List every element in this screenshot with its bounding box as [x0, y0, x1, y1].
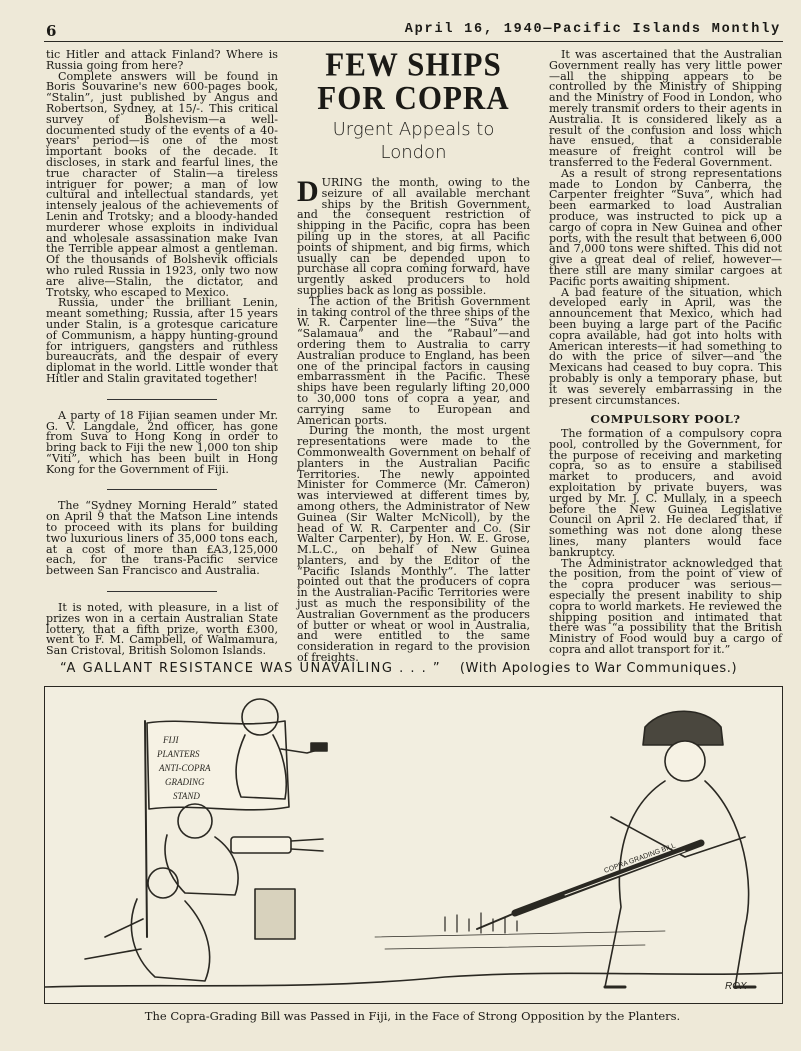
paragraph: The action of the British Government in taking control of the three ships of the W. R. Carpenter line—the “Suva” the “Salamaua” and the “Rabaul”—and ordering them to Australia to carry Australian produce to England, has been one of the principal factors in causing embarrassment in the Pacific. These ships have been regularly lifting 20,000 to 30,000 tons of copra a year, and carrying same to European and American ports. [297, 294, 530, 427]
running-head: April 16, 1940—Pacific Islands Monthly [404, 22, 781, 37]
cartoon-drawing [45, 687, 782, 1003]
lead-paragraph [297, 175, 530, 297]
cartoon-title [60, 661, 780, 676]
bayonet-label: COPRA GRADING BILL [603, 842, 677, 875]
flag-pole [145, 721, 147, 937]
section-divider [107, 399, 217, 400]
paragraph: It was ascertained that the Australian Government really has very little power—all the shipping appears to be controlled by the Ministry of Shipping and the Ministry of Food in London, who merely transmit orders to their agents in Australia. It is considered likely as a result of the confusion and loss which have ensued, that a considerable measure of freight control will be transferred to the Federal Government. [549, 48, 782, 169]
paragraph: During the month, the most urgent representations were made to the Commonwealth Government on behalf of planters in the Australian Pacific Territories. The newly appointed Minister for Commerce (Mr. Cameron) was interviewed at different times by, among others, the Administrator of New Guinea (Sir Walter McNicoll), by the head of W. R. Carpenter and Co. (Sir Walter Carpenter), by Hon. W. E. Grose, M.L.C., on behalf of New Guinea planters, and by the Editor of the “Pacific Islands Monthly”. The latter pointed out that the producers of copra in the Australian-Pacific Territories were just as much the responsibility of the Australian Government as the producers of butter or wheat or wool in Australia, and were entitled to the same consideration in regard to the provision of freights. [297, 424, 530, 665]
paragraph: The Administrator acknowledged that the position, from the point of view of the copra producer was serious—especially the present inability to ship copra to world markets. He reviewed the shipping position and intimated that there was “a possibility that the British Ministry of Food would buy a cargo of copra and allot transport for it.” [549, 556, 782, 657]
soldier-body [605, 781, 749, 987]
cartoon-illustration [44, 686, 783, 1004]
paragraph: Complete answers will be found in Boris Souvarine's new 600-pages book, “Stalin”, just published by Angus and Robertson, Sydney, at 15/-. This critical survey of Bolshevism—a well-documented study of the events of a 40-years' period—is one of the most important books of the decade. It discloses, in stark and fearful lines, the true character of Stalin—a tireless intriguer for power; a man of low cultural and intellectual standards, yet intensely jealous of the achievements of Lenin and Trotsky; and a bloody-handed murderer whose exploits in individual and wholesale assassination make Ivan the Terrible appear almost a gentleman. Of the thousands of Bolshevik officials who ruled Russia in 1923, only two now are alive—Stalin, the dictator, and Trotsky, who escaped to Mexico. [46, 69, 278, 299]
header-rule [44, 41, 783, 42]
figure-head [178, 804, 212, 838]
drop-cap: D [297, 175, 319, 208]
cartoon-title-quote: “A GALLANT RESISTANCE WAS UNAVAILING . . . ” [60, 661, 442, 676]
flag-text: ANTI-COPRA [159, 763, 211, 773]
section-divider [107, 591, 217, 592]
paragraph: Russia, under the brilliant Lenin, meant something; Russia, after 15 years under Stalin, is a grotesque caricature of Communism, a happy hunting-ground for intriguers, gangsters and ruthless bureaucrats, and the despair of every diplomat in the world. Little wonder that Hitler and Stalin gravitated together! [46, 296, 278, 385]
artist-signature: ROX [725, 981, 747, 992]
cannon [231, 837, 291, 853]
flag-text: STAND [173, 791, 200, 801]
flag-text: GRADING [165, 777, 205, 787]
rifle [515, 843, 701, 913]
column-left [46, 50, 278, 657]
article-headline: FEW SHIPS FOR COPRA [317, 45, 510, 117]
paragraph: It is noted, with pleasure, in a list of prizes won in a certain Australian State lottery, that a fifth prize, worth £300, went to F. M. Campbell, of Walmamura, San Cristoval, British Solomon Islands. [46, 601, 278, 658]
paragraph: A bad feature of the situation, which developed early in April, was the announcement that Mexico, which had been buying a large part of the Pacific copra available, had got into holts with American interests—it had something to do with the price of silver—and the Mexicans had ceased to buy copra. This probably is only a temporary phase, but it was severely embarrassing in the present circumstances. [549, 285, 782, 407]
paragraph: The “Sydney Morning Herald” stated on April 9 that the Matson Line intends to proceed with its plans for building two luxurious liners of 35,000 tons each, at a cost of more than £A3,125,000 each, for the trans-Pacific service between San Francisco and Australia. [46, 499, 278, 578]
column-right [549, 50, 782, 656]
cartoon-caption: The Copra-Grading Bill was Passed in Fiji, in the Face of Strong Opposition by the Planters. [144, 1009, 681, 1023]
figure-body [165, 835, 238, 895]
column-middle [297, 45, 530, 665]
page-number: 6 [46, 22, 57, 40]
article-deck: Urgent Appeals to London [332, 119, 495, 163]
flag-text: PLANTERS [157, 749, 200, 759]
soldier-head [665, 741, 705, 781]
helmet [643, 711, 723, 745]
paragraph: A party of 18 Fijian seamen under Mr. G. V. Langdale, 2nd officer, has gone from Suva to Hong Kong in order to bring back to Fiji the new 1,000 ton ship “Viti”, which has been built in Hong Kong for the Government of Fiji. [46, 408, 278, 476]
ground-line [45, 973, 782, 987]
paragraph: As a result of strong representations made to London by Canberra, the Carpenter freighter “Suva”, which had been earmarked to load Australian produce, was instructed to pick up a cargo of copra in New Guinea and other ports, with the result that between 6,000 and 7,000 tons were shifted. This did not give a great deal of relief, however—there still are many similar cargoes at Pacific ports awaiting shipment. [549, 166, 782, 288]
subheading: COMPULSORY POOL? [590, 412, 741, 427]
paragraph: The formation of a compulsory copra pool, controlled by the Government, for the purpose of receiving and marketing copra, so as to ensure a stabilised market to producers, and avoid exploitation by private buyers, was urged by Mr. J. C. Mullaly, in a speech before the New Guinea Legislative Council on April 2. He declared that, if something was not done along these lines, many planters would face bankruptcy. [549, 427, 782, 559]
crate [255, 889, 295, 939]
section-divider [107, 489, 217, 490]
cartoon-title-note: (With Apologies to War Communiques.) [459, 661, 738, 676]
lead-text: URING the month, owing to the seizure of all available merchant ships by the British Government, and the consequent restriction of shipping in the Pacific, copra has been piling up in the stores, at all Pacific points of shipment, and big firms, which usually can be depended upon to purchase all copra coming forward, have urgently asked producers to hold supplies back as long as possible. [297, 176, 530, 297]
paragraph: tic Hitler and attack Finland? Where is Russia going from here? [46, 48, 278, 72]
bayonet [477, 913, 515, 929]
flag-text: FIJI [163, 735, 179, 745]
